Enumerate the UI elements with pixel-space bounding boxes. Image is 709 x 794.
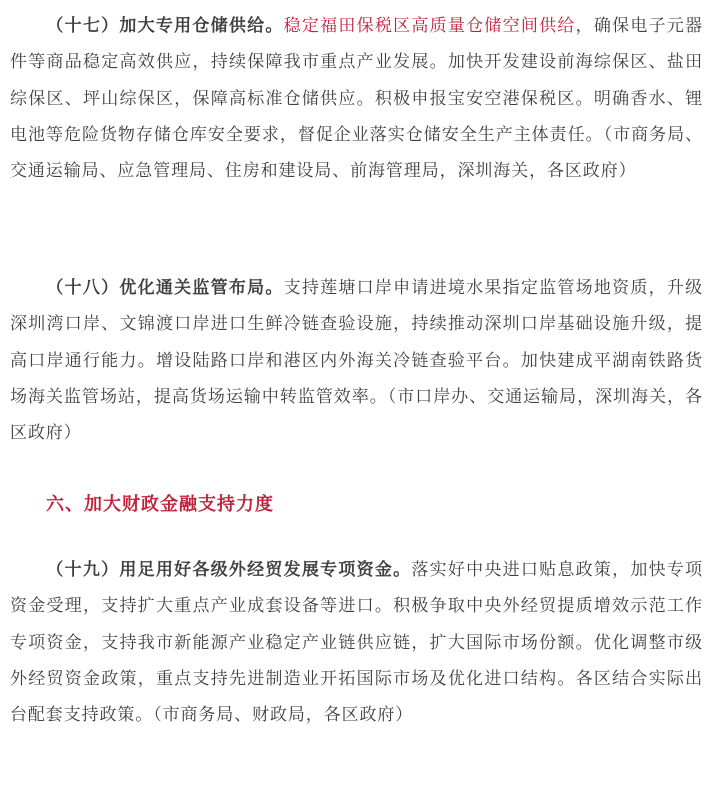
- section-heading-6: 六、加大财政金融支持力度: [46, 494, 274, 515]
- paragraph-19-lead: （十九）用足用好各级外经贸发展专项资金。: [46, 560, 412, 580]
- paragraph-17-lead: （十七）加大专用仓储供给。: [46, 16, 284, 36]
- paragraph-17: [10, 8, 703, 189]
- paragraph-19-body: 落实好中央进口贴息政策，加快专项资金受理，支持扩大重点产业成套设备等进口。积极争取中央外经贸提质增效示范工作专项资金，支持我市新能源产业稳定产业链供应链，扩大国际市场份额。优化调整市级外经贸资金政策，重点支持先进制造业开拓国际市场及优化进口结构。各区结合实际出台配套支持政策。（市商务局、财政局，各区政府）: [10, 560, 704, 726]
- paragraph-18: [10, 270, 703, 451]
- paragraph-18-lead: （十八）优化通关监管布局。: [46, 278, 284, 298]
- paragraph-17-body: ，确保电子元器件等商品稳定高效供应，持续保障我市重点产业发展。加快开发建设前海综保区、盐田综保区、坪山综保区，保障高标准仓储供应。积极申报宝安空港保税区。明确香水、锂电池等危险货物存储仓库安全要求，督促企业落实仓储安全生产主体责任。（市商务局、交通运输局、应急管理局、住房和建设局、前海管理局，深圳海关，各区政府）: [10, 16, 703, 182]
- paragraph-18-body: 支持莲塘口岸申请进境水果指定监管场地资质，升级深圳湾口岸、文锦渡口岸进口生鲜冷链查验设施，持续推动深圳口岸基础设施升级，提高口岸通行能力。增设陆路口岸和港区内外海关冷链查验平台。加快建成平湖南铁路货场海关监管场站，提高货场运输中转监管效率。（市口岸办、交通运输局，深圳海关，各区政府）: [10, 278, 704, 444]
- paragraph-17-highlight: 稳定福田保税区高质量仓储空间供给: [283, 16, 576, 36]
- paragraph-19: [10, 552, 703, 733]
